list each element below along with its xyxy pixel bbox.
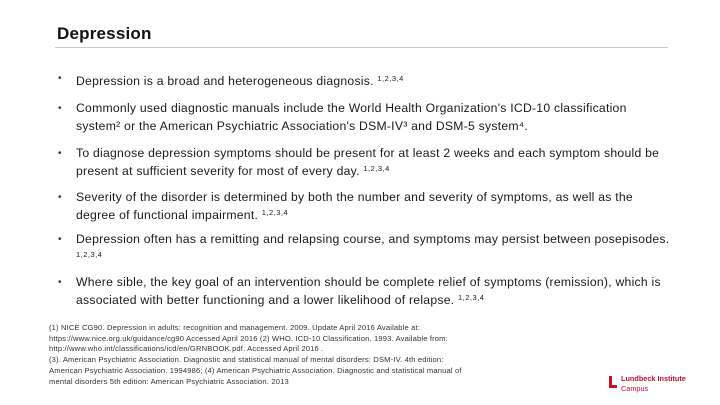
bullet-text: Severity of the disorder is determined by both the number and severity of symptoms, as well as the degree of functional impairment. $^{1,2,3,4}$ xyxy=(76,190,633,222)
bullet-text: Where sible, the key goal of an intervention should be complete relief of symptoms (remission), which is associated with better functioning and a lower likelihood of relapse. $^{1,2,3,4}$ xyxy=(76,275,661,307)
reference-line[interactable]: http://www.who.int/classifications/icd/en/GRNBOOK.pdf. Accessed April 2016 . xyxy=(49,344,324,354)
citation: 1,2,3,4 xyxy=(76,250,103,259)
bullet-dot-icon: • xyxy=(58,277,62,288)
citation: 1,2,3,4 xyxy=(363,164,390,173)
page-title: Depression xyxy=(57,24,152,43)
reference-line[interactable]: https://www.nice.org.uk/guidance/cg90 Accessed April 2016 (2) WHO. ICD-10 Classification. 1993. Available from: xyxy=(49,333,448,343)
citation: 1,2,3,4 xyxy=(377,74,404,83)
bullet-text: To diagnose depression symptoms should be present for at least 2 weeks and each symptom should be present at sufficient severity for most of every day. $^{1,2,3,4}$ xyxy=(76,146,660,178)
reference-line: (1) NICE CG90. Depression in adults: recognition and management. 2009. Update April 2016 Available at: xyxy=(49,323,421,332)
lundbeck-logo xyxy=(608,373,686,397)
bullet-item xyxy=(58,101,670,134)
bullet-dot-icon: • xyxy=(58,73,62,84)
citation: 1,2,3,4 xyxy=(458,293,485,302)
logo-text: Lundbeck Institute xyxy=(621,374,686,383)
bullet-item xyxy=(58,232,670,265)
bullet-dot-icon: • xyxy=(58,192,62,203)
references xyxy=(49,323,549,387)
bullet-dot-icon: • xyxy=(58,148,62,159)
logo-subtext: Campus xyxy=(621,384,649,393)
bullet-item xyxy=(58,71,670,89)
bullet-text: Commonly used diagnostic manuals include the World Health Organization's ICD-10 classification system² or the American Psychiatric Association's DSM-IV³ and DSM-5 system⁴. xyxy=(76,101,627,133)
bullet-item xyxy=(58,275,670,308)
bullet-item xyxy=(58,190,670,223)
reference-line: American Psychiatric Association. 1994986; (4) American Psychiatric Association. Diagnostic and statistical manual of xyxy=(49,365,462,375)
bullet-text: Depression often has a remitting and relapsing course, and symptoms may persist between posepisodes. $^{1,2,3,4}$ xyxy=(76,232,670,259)
citation: 1,2,3,4 xyxy=(261,208,289,217)
title-divider xyxy=(55,47,668,48)
bullet-text: Depression is a broad and heterogeneous diagnosis. $^{1,2,3,4}$ xyxy=(76,74,404,88)
reference-line: mental disorders 5th edition: American Psychiatric Association. 2013 xyxy=(49,376,289,386)
lundbeck-logo-icon xyxy=(608,375,618,389)
bullet-dot-icon: • xyxy=(58,234,62,245)
reference-line: (3). American Psychiatric Association. Diagnostic and statistical manual of mental disorders: DSM-IV. 4th edition: xyxy=(49,355,444,365)
bullet-dot-icon: • xyxy=(58,103,62,114)
bullet-item xyxy=(58,146,670,179)
